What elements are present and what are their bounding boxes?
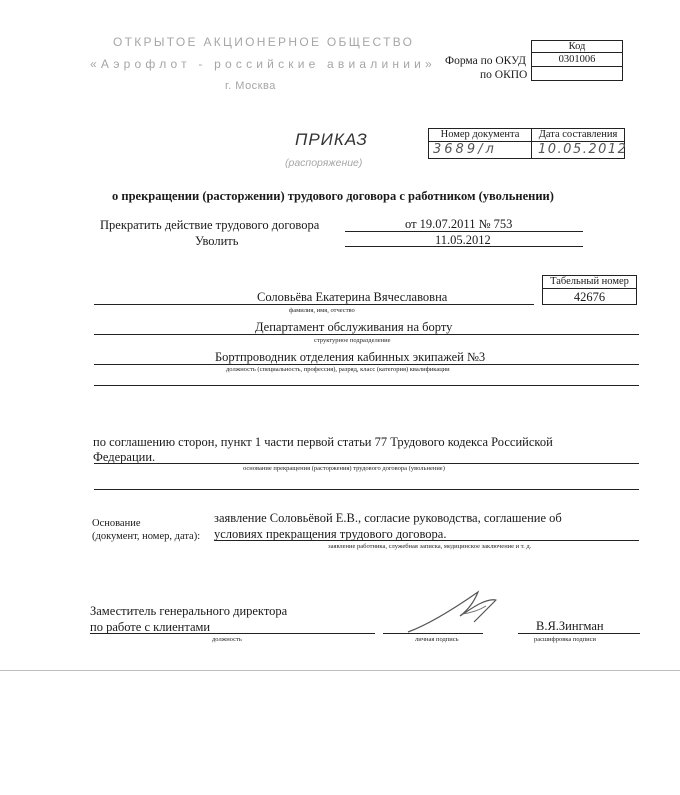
- doc-date-cell: [531, 141, 628, 159]
- grounds-underline: [94, 463, 639, 464]
- terminate-label: Прекратить действие трудового договора: [100, 218, 320, 232]
- department-underline: [94, 334, 639, 335]
- doc-number-cell: [428, 141, 532, 159]
- basis-label-line1: Основание: [92, 518, 141, 529]
- employee-full-name: Соловьёва Екатерина Вячеславовна: [257, 290, 448, 304]
- org-name-line1: ОТКРЫТОЕ АКЦИОНЕРНОЕ ОБЩЕСТВО: [113, 35, 415, 49]
- signature-scribble: [400, 586, 510, 638]
- kod-label: Код: [568, 41, 586, 52]
- tab-number-header: [542, 275, 637, 289]
- signer-position-caption: должность: [212, 636, 242, 643]
- okud-value: 0301006: [558, 54, 596, 65]
- tab-number-cell: [542, 288, 637, 305]
- department-caption: структурное подразделение: [314, 337, 391, 344]
- okud-label: Форма по ОКУД: [445, 55, 526, 67]
- okpo-value-cell: [531, 66, 623, 81]
- doc-date-label: Дата составления: [538, 129, 618, 140]
- signer-position-line2: по работе с клиентами: [90, 620, 211, 634]
- doc-date-value: 10.05.2012: [538, 142, 628, 157]
- signer-name: В.Я.Зингман: [536, 619, 604, 633]
- employee-department: Департамент обслуживания на борту: [255, 320, 453, 334]
- signer-position-line1: Заместитель генерального директора: [90, 604, 288, 618]
- basis-value-line2: условиях прекращения трудового договора.: [214, 527, 447, 541]
- basis-underline: [214, 540, 639, 541]
- grounds-line1: по соглашению сторон, пункт 1 части первой статьи 77 Трудового кодекса Российской: [93, 435, 553, 449]
- okud-value-cell: [531, 52, 623, 67]
- tab-number-value: 42676: [573, 290, 606, 304]
- signature-caption: личная подпись: [415, 636, 459, 643]
- tab-number-label: Табельный номер: [550, 276, 629, 287]
- signer-name-caption: расшифровка подписи: [534, 636, 597, 643]
- rasporyazhenie-subtitle: (распоряжение): [285, 157, 363, 169]
- basis-label-line2: (документ, номер, дата):: [92, 531, 201, 542]
- doc-number-header: [428, 128, 532, 142]
- dismiss-label: Уволить: [195, 234, 239, 248]
- org-name-line2: «Аэрофлот - российские авиалинии»: [90, 57, 436, 71]
- basis-caption: заявление работника, служебная записка, медицинское заключение и т. д.: [328, 543, 532, 550]
- prikaz-title: ПРИКАЗ: [295, 130, 368, 149]
- dismiss-value: 11.05.2012: [435, 233, 491, 247]
- basis-value-line1: заявление Соловьёвой Е.В., согласие руководства, соглашение об: [214, 511, 562, 525]
- position-underline: [94, 364, 639, 365]
- order-subject: о прекращении (расторжении) трудового договора с работником (увольнении): [112, 189, 554, 203]
- grounds-caption: основание прекращения (расторжения) трудового договора (увольнение): [243, 465, 445, 472]
- grounds-line2: Федерации.: [93, 450, 156, 464]
- doc-number-value: 3689/л: [433, 142, 497, 157]
- org-city: г. Москва: [225, 80, 276, 92]
- page-bottom-separator: [0, 670, 680, 671]
- grounds-underline-2: [94, 489, 639, 490]
- terminate-value: от 19.07.2011 № 753: [405, 217, 513, 231]
- full-name-underline: [94, 304, 534, 305]
- full-name-caption: фамилия, имя, отчество: [289, 307, 355, 314]
- signer-name-underline: [518, 633, 640, 634]
- position-caption: должность (специальность, профессия), разряд, класс (категория) квалификации: [226, 366, 450, 373]
- position-underline-2: [94, 385, 639, 386]
- doc-date-header: [531, 128, 625, 142]
- doc-number-label: Номер документа: [440, 129, 520, 140]
- employee-position: Бортпроводник отделения кабинных экипажей №3: [215, 350, 486, 364]
- okpo-label: по ОКПО: [480, 69, 528, 81]
- signer-position-underline: [90, 633, 375, 634]
